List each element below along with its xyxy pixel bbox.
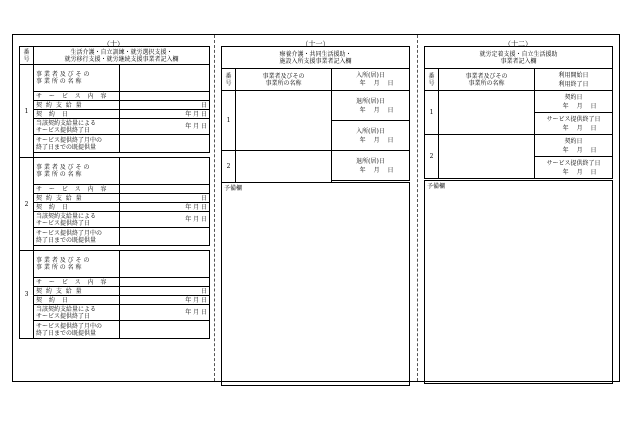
business-name-field[interactable] (236, 151, 332, 183)
header-number: 番号 (425, 69, 439, 91)
contract-amount-field[interactable]: 日 (120, 101, 210, 110)
service-end-field[interactable]: 年 月 日 (562, 124, 597, 132)
exit-date-field[interactable]: 年 月 日 (359, 106, 394, 114)
business-name-field[interactable] (439, 135, 535, 179)
provided-amount-label: サービス提供終了月中の 終了日までの既提供量 (34, 228, 120, 246)
reserve-label: 予備欄 (224, 185, 243, 192)
entry-date-field[interactable]: 年 月 日 (359, 136, 394, 144)
business-name-label: 事 業 者 及 び そ の 事 業 所 の 名 称 (34, 251, 120, 278)
contract-amount-label: 契 約 支 給 量 (34, 194, 120, 203)
provided-amount-label: サービス提供終了月中の 終了日までの既提供量 (34, 321, 120, 339)
header-main: 生活介護・自立訓練・就労選択支援・ 就労移行支援・就労継続支援事業者記入欄 (34, 47, 210, 65)
contract-date-label: 契約日 (564, 137, 583, 145)
business-name-label: 事 業 者 及 び そ の 事 業 所 の 名 称 (34, 65, 120, 92)
provided-amount-label: サービス提供終了月中の 終了日までの既提供量 (34, 135, 120, 153)
exit-date-label: 退所(居)日 (356, 157, 385, 165)
provided-amount-field[interactable] (120, 135, 210, 153)
entry-number: 3 (20, 251, 34, 339)
service-end-field[interactable]: 年 月 日 (120, 212, 210, 228)
service-end-label: 当該契約支給量による サービス提供終了日 (34, 305, 120, 321)
business-name-field[interactable] (120, 65, 210, 92)
service-content-field[interactable] (120, 278, 210, 287)
panel-11-title: （十一） (301, 40, 330, 48)
reserve-label: 予備欄 (427, 183, 446, 190)
entry-date-label: 入所(居)日 (356, 127, 385, 135)
entry-date-field[interactable]: 年 月 日 (359, 79, 394, 87)
contract-date-label: 契約日 (564, 93, 583, 101)
entry-number: 2 (425, 135, 439, 179)
contract-date-field[interactable]: 年 月 日 (562, 146, 597, 154)
service-end-label: 当該契約支給量による サービス提供終了日 (34, 212, 120, 228)
entry-number: 1 (222, 91, 236, 151)
contract-date-label: 契 約 日 (34, 203, 120, 212)
panel-divider (417, 35, 418, 381)
header-main: 就労定着支援・自立生活援助 事業者記入欄 (425, 47, 613, 69)
header-main: 療養介護・共同生活援助・ 施設入所支援事業者記入欄 (222, 47, 410, 69)
business-name-label: 事 業 者 及 び そ の 事 業 所 の 名 称 (34, 158, 120, 185)
panel-divider (214, 35, 215, 381)
service-content-field[interactable] (120, 92, 210, 101)
service-end-label: サービス提供終了日 (546, 115, 601, 123)
entry-number: 1 (425, 91, 439, 135)
reserve-field[interactable] (425, 181, 613, 384)
reserve-field[interactable] (222, 183, 410, 386)
contract-date-label: 契 約 日 (34, 296, 120, 305)
contract-date-field[interactable]: 年 月 日 (120, 110, 210, 119)
contract-date-label: 契 約 日 (34, 110, 120, 119)
contract-amount-label: 契 約 支 給 量 (34, 101, 120, 110)
service-content-field[interactable] (120, 185, 210, 194)
entry-number: 2 (20, 158, 34, 251)
exit-date-field[interactable]: 年 月 日 (359, 166, 394, 174)
entry-number: 1 (20, 65, 34, 158)
business-name-field[interactable] (120, 158, 210, 185)
panel-10-table (19, 46, 210, 339)
contract-amount-field[interactable]: 日 (120, 287, 210, 296)
service-end-field[interactable]: 年 月 日 (120, 305, 210, 321)
business-name-field[interactable] (439, 91, 535, 135)
contract-date-field[interactable]: 年 月 日 (120, 296, 210, 305)
entry-date-label: 入所(居)日 (356, 71, 385, 79)
start-date-label: 利用開始日 (558, 71, 589, 79)
contract-amount-field[interactable]: 日 (120, 194, 210, 203)
provided-amount-field[interactable] (120, 321, 210, 339)
panel-12-table (424, 46, 613, 384)
form-sheet (12, 34, 620, 382)
service-content-label: サ ー ビ ス 内 容 (34, 92, 120, 101)
service-content-label: サ ー ビ ス 内 容 (34, 185, 120, 194)
provided-amount-field[interactable] (120, 228, 210, 246)
header-number: 番号 (20, 47, 34, 65)
contract-date-field[interactable]: 年 月 日 (120, 203, 210, 212)
service-content-label: サ ー ビ ス 内 容 (34, 278, 120, 287)
header-number: 番号 (222, 69, 236, 91)
exit-date-label: 退所(居)日 (356, 97, 385, 105)
business-name-field[interactable] (236, 91, 332, 151)
service-end-field[interactable]: 年 月 日 (562, 168, 597, 176)
contract-date-field[interactable]: 年 月 日 (562, 102, 597, 110)
entry-number: 2 (222, 151, 236, 183)
contract-amount-label: 契 約 支 給 量 (34, 287, 120, 296)
header-business: 事業者及びその 事業所の名称 (439, 69, 535, 91)
end-date-label: 利用終了日 (558, 80, 589, 88)
panel-10-title: （十） (103, 40, 124, 48)
service-end-field[interactable]: 年 月 日 (120, 119, 210, 135)
panel-12-title: （十二） (504, 40, 532, 48)
service-end-label: サービス提供終了日 (546, 159, 601, 167)
panel-11-table (221, 46, 410, 386)
business-name-field[interactable] (120, 251, 210, 278)
header-business: 事業者及びその 事業所の名称 (236, 69, 332, 91)
service-end-label: 当該契約支給量による サービス提供終了日 (34, 119, 120, 135)
